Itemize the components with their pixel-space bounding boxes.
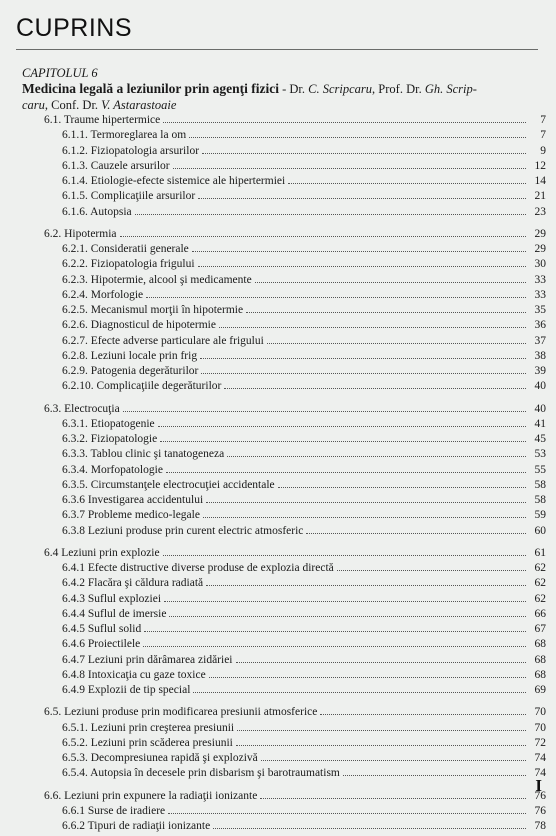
toc-entry-page: 40 xyxy=(534,402,546,415)
toc-entry-page: 21 xyxy=(534,190,546,203)
toc-entry-label: 6.1.5. Complicaţiile arsurilor xyxy=(62,190,196,203)
toc-subsection-row xyxy=(62,380,546,396)
toc-subsection-row xyxy=(62,350,546,366)
dot-leader xyxy=(173,168,526,169)
dot-leader xyxy=(200,358,526,359)
toc-entry-page: 37 xyxy=(534,334,546,347)
toc-section-row xyxy=(44,403,546,419)
toc-section-row xyxy=(44,706,546,722)
toc-subsection-row xyxy=(62,433,546,449)
dot-leader xyxy=(237,730,526,731)
dot-leader xyxy=(219,327,526,328)
toc-entry-label: 6.3.7 Probleme medico-legale xyxy=(62,509,200,522)
dot-leader xyxy=(206,502,526,503)
dot-leader xyxy=(160,441,526,442)
toc-subsection-row xyxy=(62,145,546,161)
toc-entry-page: 41 xyxy=(534,417,546,430)
toc-entry-page: 53 xyxy=(534,448,546,461)
toc-subsection-row xyxy=(62,335,546,351)
dot-leader xyxy=(146,297,526,298)
dot-leader xyxy=(260,798,526,799)
toc-entry-page: 33 xyxy=(534,273,546,286)
toc-entry-label: 6.2.8. Leziuni locale prin frig xyxy=(62,349,198,362)
toc-entry-label: 6.5.1. Leziuni prin creşterea presiunii xyxy=(62,721,235,734)
toc-entry-label: 6.2.3. Hipotermie, alcool şi medicamente xyxy=(62,273,252,286)
toc-entry-label: 6.5.2. Leziuni prin scăderea presiunii xyxy=(62,736,233,749)
toc-entry-label: 6.6.1 Surse de iradiere xyxy=(62,804,166,817)
toc-entry-label: 6.2.7. Efecte adverse particulare ale frigului xyxy=(62,334,264,347)
page-title: CUPRINS xyxy=(16,14,133,42)
dot-leader xyxy=(189,137,526,138)
toc-entry-page: 9 xyxy=(540,144,546,157)
toc-entry-label: 6.4.7 Leziuni prin dărâmarea zidăriei xyxy=(62,653,233,666)
dot-leader xyxy=(206,585,526,586)
toc-entry-page: 68 xyxy=(534,638,546,651)
toc-subsection-row xyxy=(62,805,546,821)
toc-entry-page: 14 xyxy=(534,175,546,187)
toc-subsection-row xyxy=(62,319,546,335)
toc-entry-page: 78 xyxy=(534,820,546,832)
toc-entry-label: 6.2.10. Complicaţiile degerăturilor xyxy=(62,380,222,393)
toc-subsection-row xyxy=(62,509,546,525)
toc-subsection-row xyxy=(62,608,546,624)
toc-entry-label: 6.4.4 Suflul de imersie xyxy=(62,607,167,620)
chapter-label: CAPITOLUL 6 xyxy=(22,66,98,80)
toc-subsection-row xyxy=(62,190,546,206)
dot-leader xyxy=(169,616,526,617)
dot-leader xyxy=(320,714,526,715)
dot-leader xyxy=(123,411,526,412)
toc-entry-label: 6.1.2. Fiziopatologia arsurilor xyxy=(62,144,200,157)
toc-subsection-row xyxy=(62,737,546,753)
dot-leader xyxy=(144,631,526,632)
toc-subsection-row xyxy=(62,593,546,609)
toc-entry-page: 7 xyxy=(540,114,546,126)
dot-leader xyxy=(213,828,526,829)
toc-entry-label: 6.6. Leziuni prin expunere la radiaţii ionizante xyxy=(44,789,258,802)
toc-subsection-row xyxy=(62,274,546,290)
toc-entry-page: 39 xyxy=(534,365,546,377)
toc-entry-page: 38 xyxy=(534,349,546,362)
toc-entry-label: 6.5.3. Decompresiunea rapidă şi explozivă xyxy=(62,752,258,764)
toc-entry-page: 59 xyxy=(534,509,546,522)
toc-subsection-row xyxy=(62,464,546,480)
dot-leader xyxy=(163,122,526,123)
toc-entry-page: 74 xyxy=(534,767,546,780)
toc-entry-label: 6.4.5 Suflul solid xyxy=(62,623,142,635)
toc-entry-page: 67 xyxy=(534,623,546,635)
toc-subsection-row xyxy=(62,767,546,783)
header-divider xyxy=(16,49,538,50)
toc-entry-page: 36 xyxy=(534,319,546,332)
toc-entry-label: 6.3.5. Circumstanţele electrocuţiei accidentale xyxy=(62,478,275,491)
toc-entry-label: 6.3.2. Fiziopatologie xyxy=(62,433,158,445)
toc-subsection-row xyxy=(62,479,546,495)
toc-entry-label: 6.5. Leziuni produse prin modificarea presiunii atmosferice xyxy=(44,706,318,719)
toc-entry-page: 60 xyxy=(534,524,546,537)
authors-mid: , Prof. Dr. xyxy=(372,82,425,96)
dot-leader xyxy=(143,646,526,647)
dot-leader xyxy=(255,282,526,283)
toc-entry-label: 6.3. Electrocuţia xyxy=(44,402,120,415)
dot-leader xyxy=(166,472,526,473)
toc-entry-label: 6.4.1 Efecte distructive diverse produse de explozia directă xyxy=(62,562,334,574)
toc-entry-label: 6.4.6 Proiectilele xyxy=(62,638,141,651)
toc-entry-page: 62 xyxy=(534,562,546,574)
toc-subsection-row xyxy=(62,448,546,464)
toc-section-row xyxy=(44,790,546,806)
dot-leader xyxy=(198,198,526,199)
toc-subsection-row xyxy=(62,577,546,593)
toc-entry-label: 6.2.6. Diagnosticul de hipotermie xyxy=(62,319,216,332)
authors-mid-2: , Conf. Dr. xyxy=(44,97,102,112)
toc-entry-label: 6.1. Traume hipertermice xyxy=(44,114,161,126)
toc-entry-label: 6.2.1. Consideratii generale xyxy=(62,243,189,255)
dot-leader xyxy=(203,517,526,518)
dot-leader xyxy=(164,601,526,602)
dot-leader xyxy=(246,312,526,313)
toc-entry-page: 70 xyxy=(534,721,546,734)
toc-subsection-row xyxy=(62,752,546,768)
toc-entry-page: 35 xyxy=(534,304,546,316)
toc-entry-page: 7 xyxy=(540,129,546,142)
toc-section-row xyxy=(44,228,546,244)
toc-entry-page: 12 xyxy=(534,159,546,172)
dot-leader xyxy=(193,692,526,693)
toc-subsection-row xyxy=(62,129,546,145)
toc-subsection-row xyxy=(62,525,546,541)
dot-leader xyxy=(163,555,526,556)
toc-subsection-row xyxy=(62,669,546,685)
toc-entry-page: 58 xyxy=(534,494,546,506)
toc-entry-label: 6.2.9. Patogenia degerăturilor xyxy=(62,365,199,377)
dot-leader xyxy=(120,236,527,237)
toc-entry-label: 6.2.2. Fiziopatologia frigului xyxy=(62,258,195,271)
dot-leader xyxy=(227,456,526,457)
toc-entry-label: 6.6.2 Tipuri de radiaţii ionizante xyxy=(62,820,211,832)
toc-entry-label: 6.3.1. Etiopatogenie xyxy=(62,417,155,430)
toc-entry-page: 74 xyxy=(534,752,546,764)
toc-subsection-row xyxy=(62,175,546,191)
toc-subsection-row xyxy=(62,160,546,176)
toc-entry-page: 23 xyxy=(534,205,546,218)
author-2: Gh. Scrip- xyxy=(424,82,477,96)
toc-entry-label: 6.4.3 Suflul exploziei xyxy=(62,592,162,605)
dot-leader xyxy=(236,662,526,663)
dot-leader xyxy=(224,388,526,389)
toc-subsection-row xyxy=(62,562,546,578)
toc-subsection-row xyxy=(62,684,546,700)
toc-subsection-row xyxy=(62,494,546,510)
toc-entry-label: 6.4.9 Explozii de tip special xyxy=(62,684,191,696)
toc-entry-page: 30 xyxy=(534,258,546,271)
toc-entry-page: 62 xyxy=(534,577,546,590)
dot-leader xyxy=(158,426,526,427)
toc-subsection-row xyxy=(62,289,546,305)
toc-entry-label: 6.3.6 Investigarea accidentului xyxy=(62,494,204,506)
toc-entry-label: 6.2.4. Morfologie xyxy=(62,288,144,301)
toc-entry-page: 29 xyxy=(534,243,546,255)
toc-subsection-row xyxy=(62,623,546,639)
author-1: C. Scripcaru xyxy=(308,82,373,96)
toc-entry-page: 62 xyxy=(534,592,546,605)
toc-section-row xyxy=(44,547,546,563)
page-folio: I xyxy=(535,776,542,795)
toc-entry-label: 6.4.2 Flacăra şi căldura radiată xyxy=(62,577,204,590)
dot-leader xyxy=(201,373,526,374)
toc-entry-page: 61 xyxy=(534,546,546,559)
dot-leader xyxy=(192,251,526,252)
toc-entry-label: 6.2. Hipotermia xyxy=(44,227,117,240)
dot-leader xyxy=(306,533,526,534)
toc-subsection-row xyxy=(62,654,546,670)
toc-entry-label: 6.3.8 Leziuni produse prin curent electric atmosferic xyxy=(62,524,304,537)
toc-subsection-row xyxy=(62,258,546,274)
dot-leader xyxy=(236,745,526,746)
toc-entry-label: 6.1.6. Autopsia xyxy=(62,205,132,218)
toc-entry-page: 55 xyxy=(534,463,546,476)
toc-section-row xyxy=(44,114,546,130)
toc-subsection-row xyxy=(62,820,546,836)
toc-entry-page: 66 xyxy=(534,607,546,620)
toc-subsection-row xyxy=(62,365,546,381)
dot-leader xyxy=(135,214,526,215)
toc-entry-page: 58 xyxy=(534,478,546,491)
dot-leader xyxy=(288,183,526,184)
dot-leader xyxy=(168,813,526,814)
dot-leader xyxy=(343,775,526,776)
toc-entry-label: 6.4 Leziuni prin explozie xyxy=(44,546,160,559)
toc-entry-page: 68 xyxy=(534,653,546,666)
toc-entry-page: 40 xyxy=(534,380,546,393)
toc-entry-label: 6.4.8 Intoxicaţia cu gaze toxice xyxy=(62,668,206,681)
toc-entry-page: 72 xyxy=(534,736,546,749)
chapter-title xyxy=(22,81,542,113)
authors-pre: - Dr. xyxy=(278,82,309,96)
dot-leader xyxy=(209,677,526,678)
toc-entry-page: 76 xyxy=(534,804,546,817)
dot-leader xyxy=(261,760,526,761)
toc-subsection-row xyxy=(62,638,546,654)
toc-entry-label: 6.5.4. Autopsia în decesele prin disbarism şi barotraumatism xyxy=(62,767,340,780)
toc-entry-label: 6.1.4. Etiologie-efecte sistemice ale hipertermiei xyxy=(62,175,286,187)
toc-entry-page: 29 xyxy=(534,227,546,240)
dot-leader xyxy=(278,487,526,488)
dot-leader xyxy=(267,343,526,344)
toc-subsection-row xyxy=(62,206,546,222)
toc-subsection-row xyxy=(62,418,546,434)
author-3: V. Astarastoaie xyxy=(101,97,177,112)
toc-subsection-row xyxy=(62,243,546,259)
dot-leader xyxy=(198,266,526,267)
toc-entry-label: 6.3.3. Tablou clinic şi tanatogeneza xyxy=(62,448,225,461)
toc-entry-page: 69 xyxy=(534,684,546,696)
toc-entry-page: 33 xyxy=(534,288,546,301)
toc-subsection-row xyxy=(62,304,546,320)
toc-entry-page: 45 xyxy=(534,433,546,445)
toc-entry-page: 76 xyxy=(534,789,546,802)
toc-entry-page: 70 xyxy=(534,706,546,719)
dot-leader xyxy=(202,153,526,154)
author-2-cont: caru xyxy=(22,97,45,112)
toc-entry-label: 6.1.3. Cauzele arsurilor xyxy=(62,159,170,172)
chapter-title-bold: Medicina legală a leziunilor prin agenţi fizici xyxy=(22,81,279,96)
toc-entry-page: 68 xyxy=(534,668,546,681)
toc-entry-label: 6.2.5. Mecanismul morţii în hipotermie xyxy=(62,304,244,316)
dot-leader xyxy=(337,570,526,571)
toc-entry-label: 6.1.1. Termoreglarea la om xyxy=(62,129,187,142)
toc-subsection-row xyxy=(62,722,546,738)
toc-entry-label: 6.3.4. Morfopatologie xyxy=(62,463,163,476)
